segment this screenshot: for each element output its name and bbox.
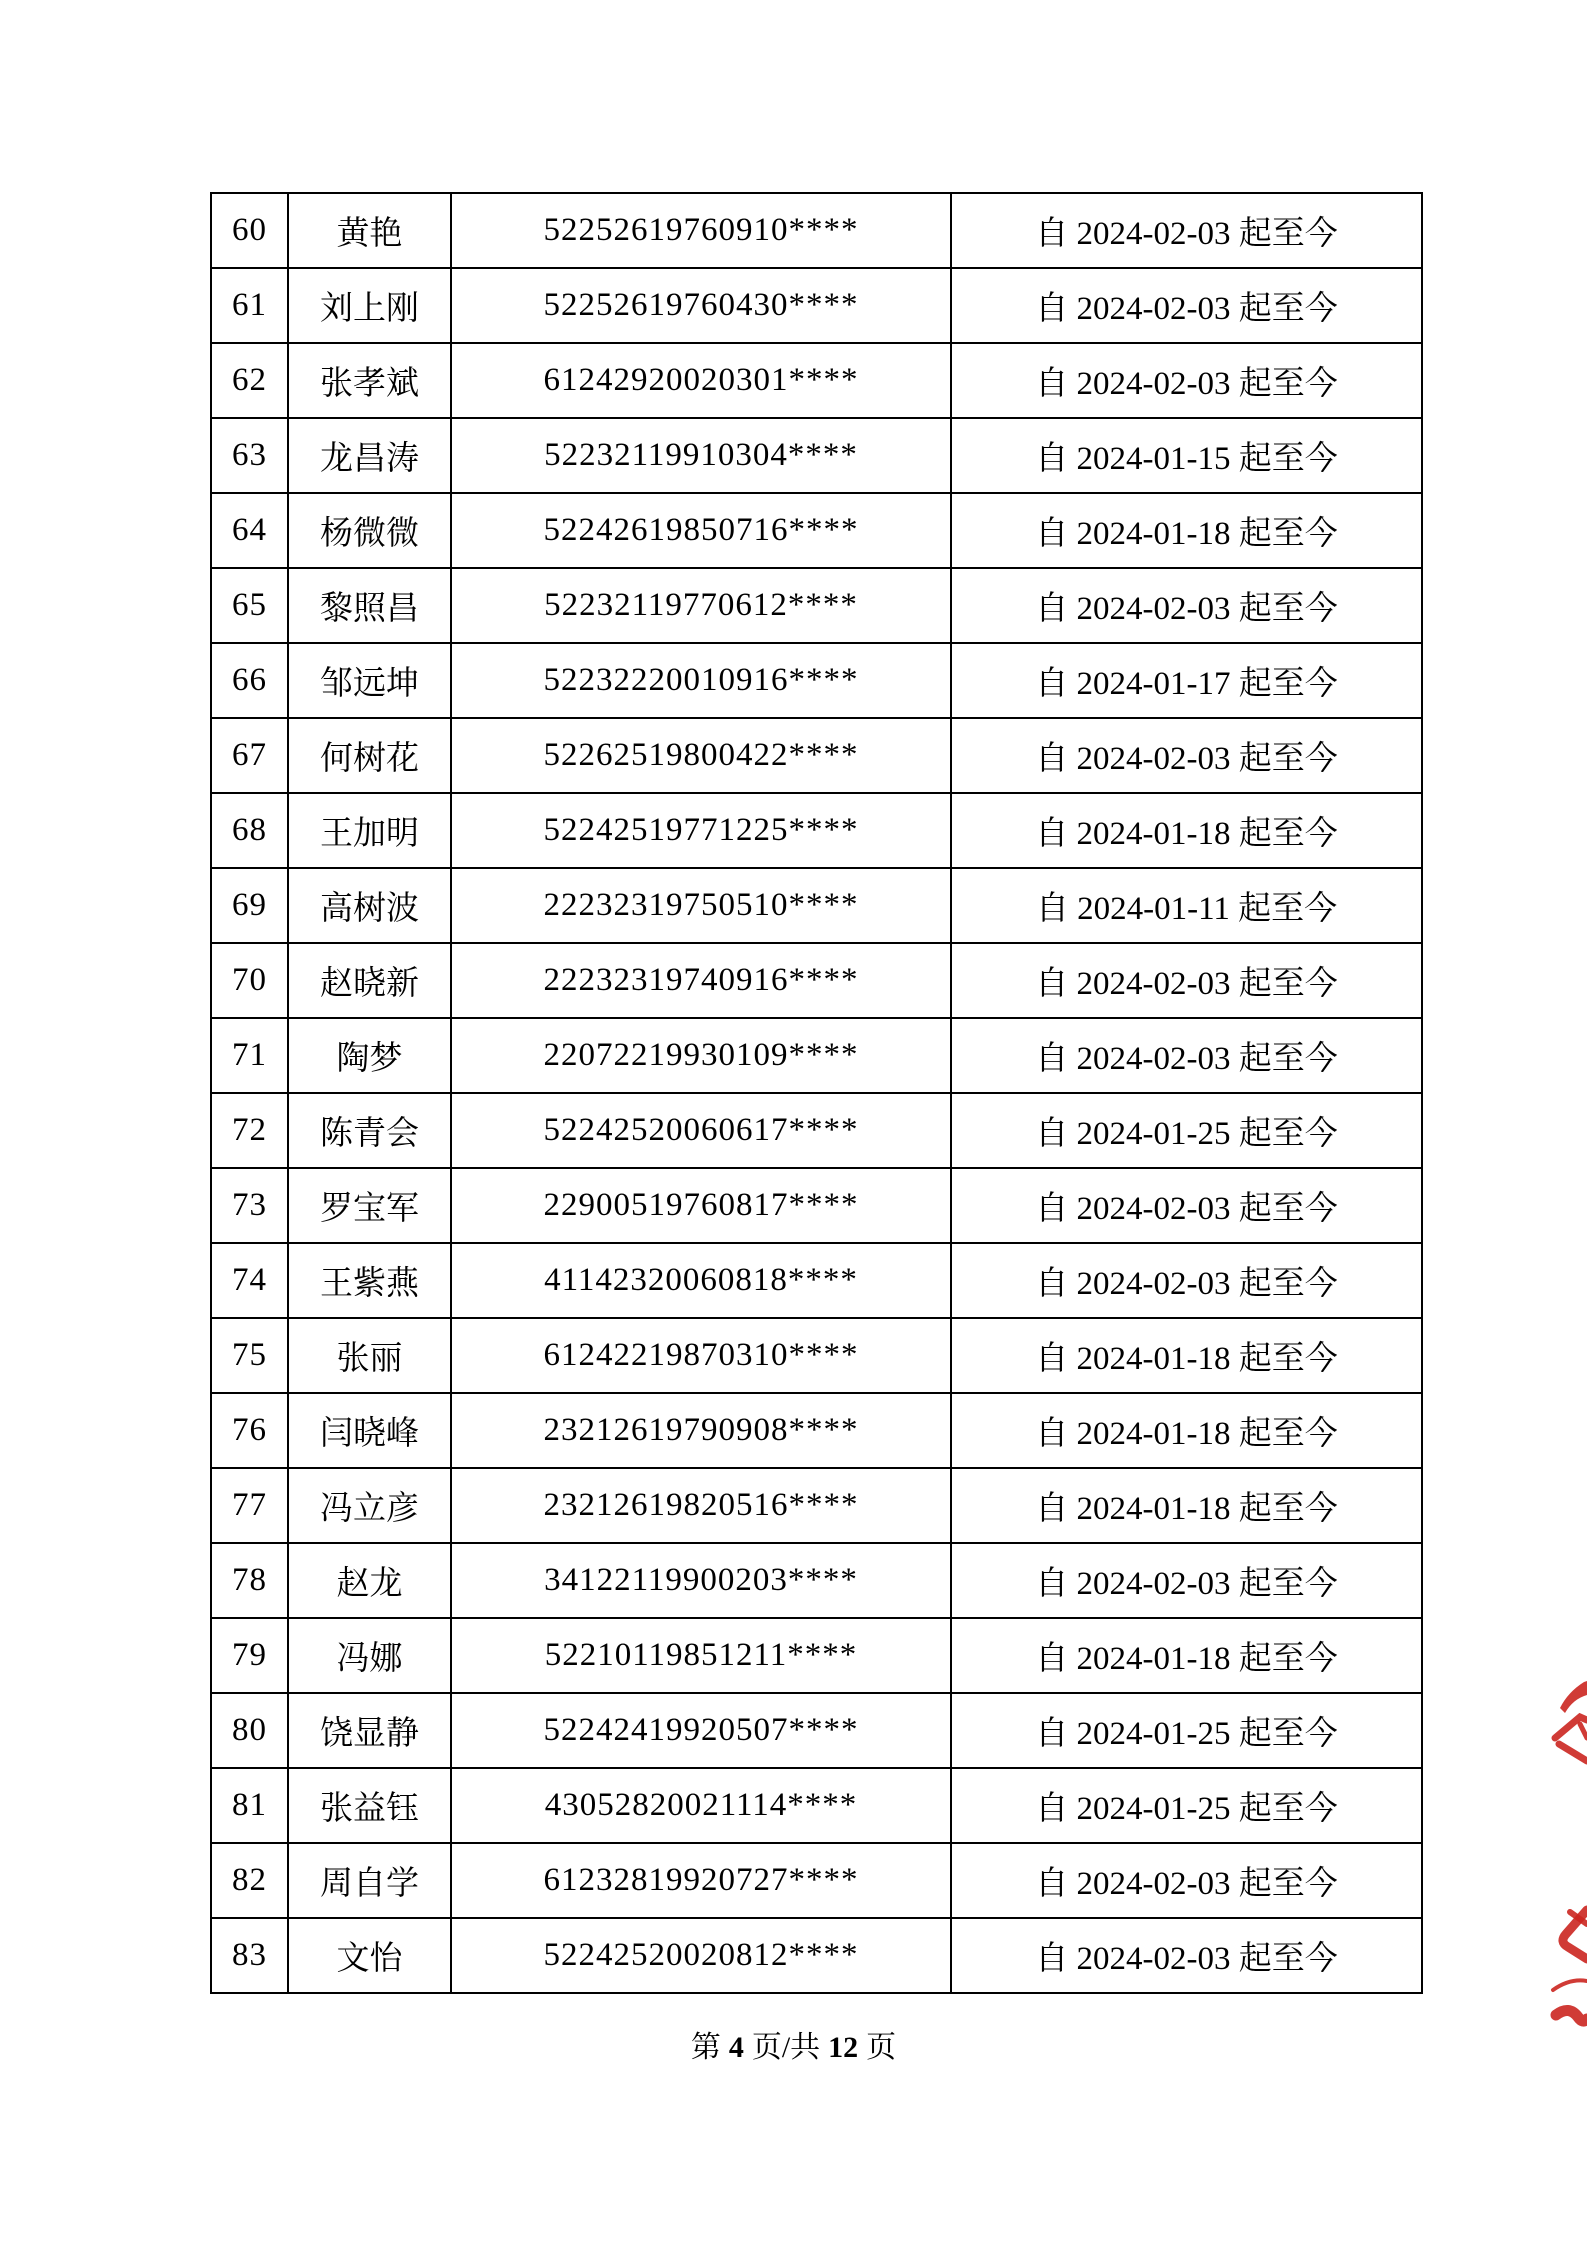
page-number-footer [0, 2022, 1587, 2066]
row-number-cell: 65 [211, 568, 288, 643]
name-cell: 王紫燕 [288, 1243, 451, 1318]
id-number-cell: 52242520020812**** [451, 1918, 951, 1993]
current-page-number: 4 [728, 2031, 744, 2064]
row-number-cell: 77 [211, 1468, 288, 1543]
period-cell: 自 2024-02-03 起至今 [951, 193, 1422, 268]
id-number-cell: 52252619760430**** [451, 268, 951, 343]
id-number-cell: 23212619790908**** [451, 1393, 951, 1468]
id-number-cell: 52252619760910**** [451, 193, 951, 268]
name-cell: 张益钰 [288, 1768, 451, 1843]
name-cell: 龙昌涛 [288, 418, 451, 493]
name-cell: 冯立彦 [288, 1468, 451, 1543]
table-row [211, 493, 1422, 568]
id-number-cell: 61232819920727**** [451, 1843, 951, 1918]
name-cell: 刘上刚 [288, 268, 451, 343]
footer-suffix-label: 页 [866, 2031, 897, 2064]
table-row [211, 1768, 1422, 1843]
table-row [211, 1093, 1422, 1168]
row-number-cell: 80 [211, 1693, 288, 1768]
row-number-cell: 64 [211, 493, 288, 568]
id-number-cell: 52242519771225**** [451, 793, 951, 868]
table-row [211, 568, 1422, 643]
row-number-cell: 66 [211, 643, 288, 718]
name-cell: 罗宝军 [288, 1168, 451, 1243]
id-number-cell: 52232220010916**** [451, 643, 951, 718]
roster-table [210, 192, 1423, 1994]
row-number-cell: 76 [211, 1393, 288, 1468]
period-cell: 自 2024-01-25 起至今 [951, 1768, 1422, 1843]
period-cell: 自 2024-02-03 起至今 [951, 268, 1422, 343]
row-number-cell: 73 [211, 1168, 288, 1243]
footer-separator-label: 页/共 [751, 2031, 821, 2064]
name-cell: 赵晓新 [288, 943, 451, 1018]
row-number-cell: 75 [211, 1318, 288, 1393]
row-number-cell: 63 [211, 418, 288, 493]
period-cell: 自 2024-02-03 起至今 [951, 568, 1422, 643]
row-number-cell: 68 [211, 793, 288, 868]
id-number-cell: 43052820021114**** [451, 1768, 951, 1843]
row-number-cell: 74 [211, 1243, 288, 1318]
table-row [211, 1543, 1422, 1618]
period-cell: 自 2024-02-03 起至今 [951, 1918, 1422, 1993]
row-number-cell: 60 [211, 193, 288, 268]
name-cell: 闫晓峰 [288, 1393, 451, 1468]
name-cell: 张孝斌 [288, 343, 451, 418]
period-cell: 自 2024-01-15 起至今 [951, 418, 1422, 493]
name-cell: 黎照昌 [288, 568, 451, 643]
name-cell: 邹远坤 [288, 643, 451, 718]
row-number-cell: 71 [211, 1018, 288, 1093]
table-row [211, 943, 1422, 1018]
name-cell: 陶梦 [288, 1018, 451, 1093]
period-cell: 自 2024-02-03 起至今 [951, 1018, 1422, 1093]
footer-prefix-label: 第 [690, 2031, 721, 2064]
id-number-cell: 22232319750510**** [451, 868, 951, 943]
table-row [211, 643, 1422, 718]
id-number-cell: 52232119770612**** [451, 568, 951, 643]
name-cell: 陈青会 [288, 1093, 451, 1168]
id-number-cell: 52242520060617**** [451, 1093, 951, 1168]
period-cell: 自 2024-02-03 起至今 [951, 1843, 1422, 1918]
name-cell: 冯娜 [288, 1618, 451, 1693]
id-number-cell: 52210119851211**** [451, 1618, 951, 1693]
row-number-cell: 69 [211, 868, 288, 943]
name-cell: 杨微微 [288, 493, 451, 568]
id-number-cell: 61242219870310**** [451, 1318, 951, 1393]
period-cell: 自 2024-02-03 起至今 [951, 943, 1422, 1018]
period-cell: 自 2024-02-03 起至今 [951, 1168, 1422, 1243]
period-cell: 自 2024-01-17 起至今 [951, 643, 1422, 718]
row-number-cell: 70 [211, 943, 288, 1018]
row-number-cell: 83 [211, 1918, 288, 1993]
table-row [211, 1393, 1422, 1468]
period-cell: 自 2024-01-18 起至今 [951, 1468, 1422, 1543]
id-number-cell: 34122119900203**** [451, 1543, 951, 1618]
name-cell: 文怡 [288, 1918, 451, 1993]
table-row [211, 268, 1422, 343]
id-number-cell: 52232119910304**** [451, 418, 951, 493]
period-cell: 自 2024-01-18 起至今 [951, 1318, 1422, 1393]
table-row [211, 1843, 1422, 1918]
table-row [211, 343, 1422, 418]
red-seal-fragment [1500, 1640, 1587, 2060]
row-number-cell: 67 [211, 718, 288, 793]
table-row [211, 1168, 1422, 1243]
row-number-cell: 72 [211, 1093, 288, 1168]
id-number-cell: 22232319740916**** [451, 943, 951, 1018]
id-number-cell: 41142320060818**** [451, 1243, 951, 1318]
name-cell: 赵龙 [288, 1543, 451, 1618]
table-row [211, 1918, 1422, 1993]
name-cell: 高树波 [288, 868, 451, 943]
period-cell: 自 2024-01-18 起至今 [951, 493, 1422, 568]
table-row [211, 1618, 1422, 1693]
period-cell: 自 2024-01-11 起至今 [951, 868, 1422, 943]
period-cell: 自 2024-01-18 起至今 [951, 1618, 1422, 1693]
id-number-cell: 22072219930109**** [451, 1018, 951, 1093]
table-row [211, 718, 1422, 793]
id-number-cell: 52242619850716**** [451, 493, 951, 568]
row-number-cell: 79 [211, 1618, 288, 1693]
name-cell: 黄艳 [288, 193, 451, 268]
name-cell: 周自学 [288, 1843, 451, 1918]
id-number-cell: 52242419920507**** [451, 1693, 951, 1768]
table-row [211, 1693, 1422, 1768]
period-cell: 自 2024-02-03 起至今 [951, 1243, 1422, 1318]
period-cell: 自 2024-01-18 起至今 [951, 1393, 1422, 1468]
period-cell: 自 2024-01-25 起至今 [951, 1693, 1422, 1768]
name-cell: 张丽 [288, 1318, 451, 1393]
table-row [211, 1468, 1422, 1543]
table-row [211, 868, 1422, 943]
row-number-cell: 61 [211, 268, 288, 343]
period-cell: 自 2024-02-03 起至今 [951, 1543, 1422, 1618]
total-pages-number: 12 [828, 2031, 859, 2064]
row-number-cell: 82 [211, 1843, 288, 1918]
row-number-cell: 78 [211, 1543, 288, 1618]
table-row [211, 1243, 1422, 1318]
name-cell: 王加明 [288, 793, 451, 868]
table-row [211, 1318, 1422, 1393]
period-cell: 自 2024-01-25 起至今 [951, 1093, 1422, 1168]
table-row [211, 793, 1422, 868]
period-cell: 自 2024-02-03 起至今 [951, 718, 1422, 793]
id-number-cell: 52262519800422**** [451, 718, 951, 793]
row-number-cell: 62 [211, 343, 288, 418]
name-cell: 饶显静 [288, 1693, 451, 1768]
period-cell: 自 2024-01-18 起至今 [951, 793, 1422, 868]
period-cell: 自 2024-02-03 起至今 [951, 343, 1422, 418]
table-row [211, 193, 1422, 268]
row-number-cell: 81 [211, 1768, 288, 1843]
id-number-cell: 22900519760817**** [451, 1168, 951, 1243]
table-row [211, 418, 1422, 493]
id-number-cell: 61242920020301**** [451, 343, 951, 418]
name-cell: 何树花 [288, 718, 451, 793]
table-row [211, 1018, 1422, 1093]
id-number-cell: 23212619820516**** [451, 1468, 951, 1543]
